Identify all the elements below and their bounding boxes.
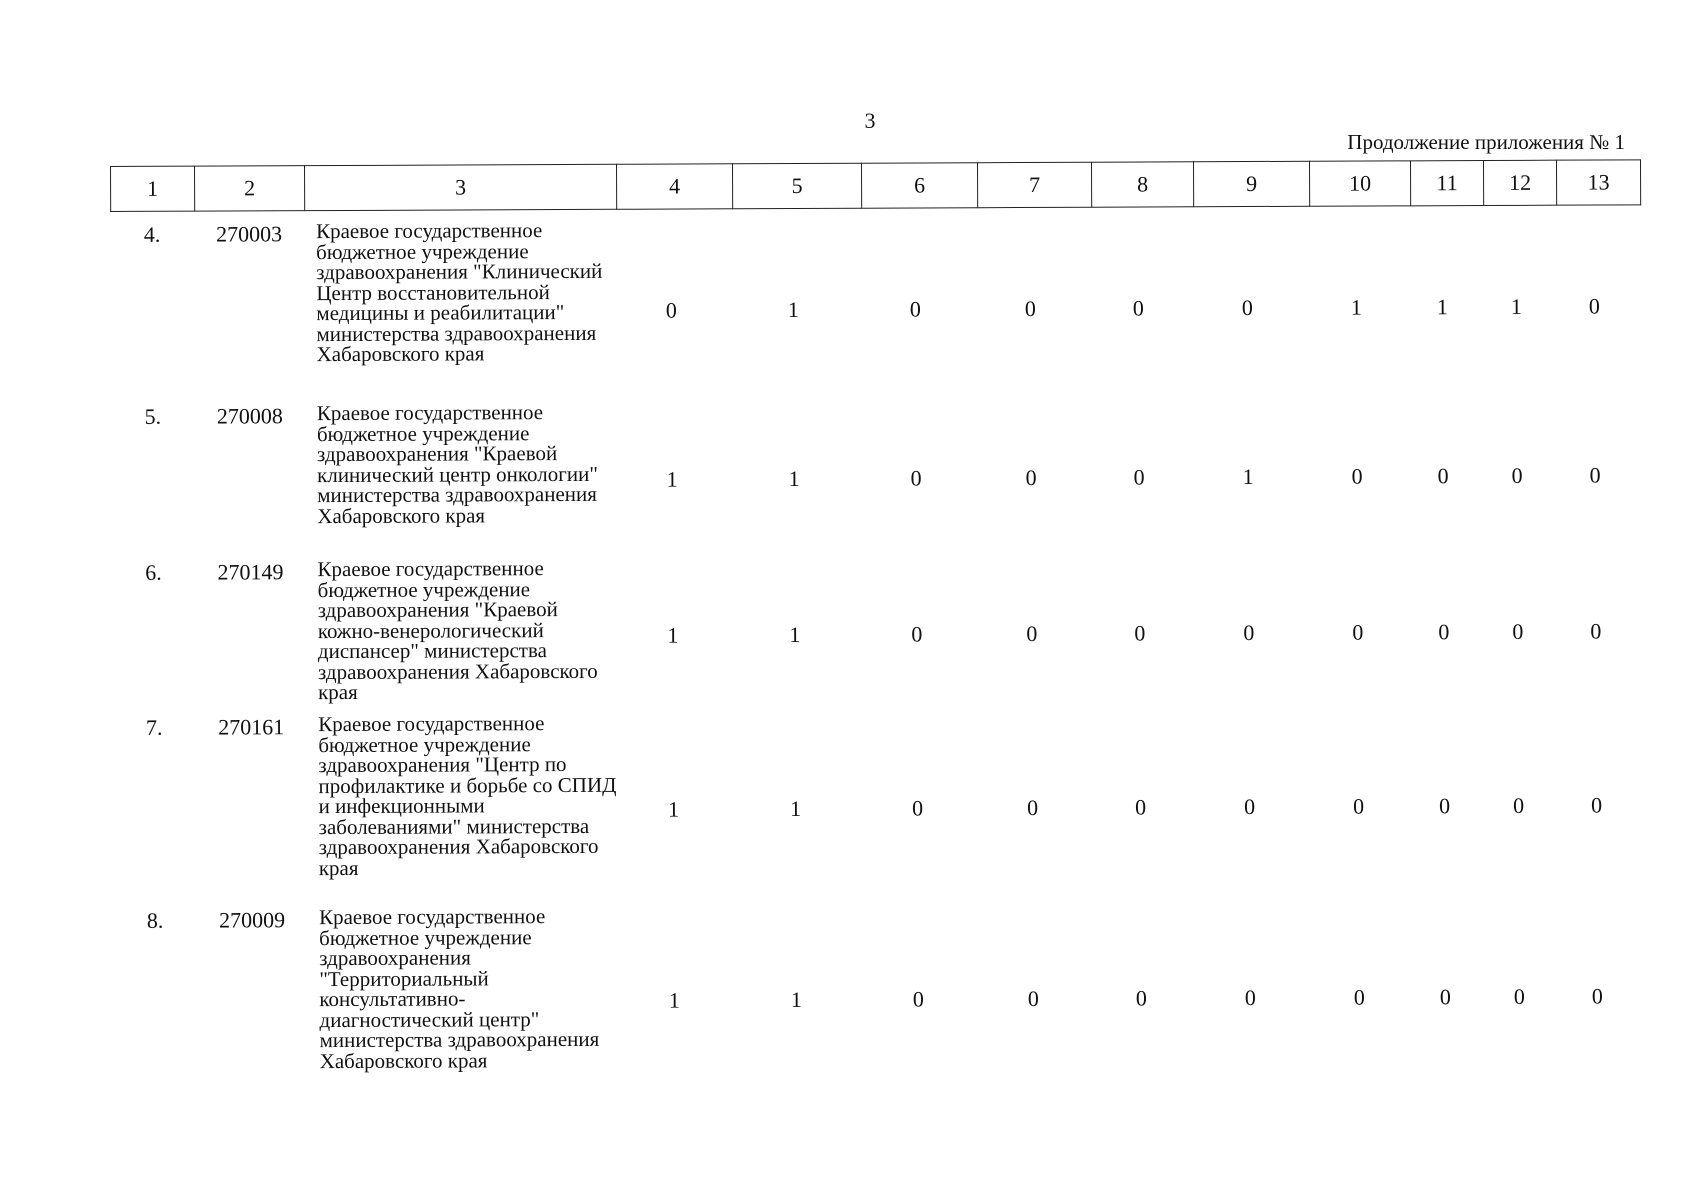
- value-col-6: 0: [910, 465, 922, 491]
- institution-name: Краевое государственное бюджетное учреждение здравоохранения "Краевой клинический центр онкологии" министерства здравоохранения Хабаровского края: [316, 400, 598, 528]
- value-col-9: 1: [1242, 464, 1254, 490]
- value-col-10: 0: [1351, 463, 1363, 489]
- header-col-1: 1: [111, 166, 195, 211]
- value-col-13: 0: [1591, 983, 1603, 1009]
- institution-name: Краевое государственное бюджетное учреждение здравоохранения "Территориальный консультативно-диагностический центр" министерства здравоохранения Хабаровского края: [318, 904, 600, 1073]
- value-col-13: 0: [1588, 293, 1600, 319]
- value-col-7: 0: [1025, 464, 1037, 491]
- value-col-12: 1: [1510, 293, 1522, 319]
- value-col-10: 0: [1353, 984, 1365, 1010]
- value-col-10: 0: [1352, 619, 1364, 645]
- value-col-7: 0: [1024, 295, 1036, 322]
- value-col-6: 0: [912, 794, 924, 821]
- value-col-12: 0: [1513, 792, 1525, 818]
- column-number-header: [110, 159, 1641, 212]
- row-number: 7.: [145, 714, 163, 740]
- value-col-11: 0: [1438, 618, 1450, 644]
- value-col-13: 0: [1589, 462, 1601, 488]
- value-col-7: 0: [1027, 794, 1039, 820]
- value-col-11: 0: [1439, 792, 1451, 818]
- value-col-9: 0: [1243, 619, 1255, 645]
- row-number: 8.: [146, 907, 164, 933]
- header-col-2: 2: [195, 166, 305, 211]
- value-col-5: 1: [787, 296, 799, 323]
- institution-code: 270161: [218, 714, 285, 740]
- value-col-9: 0: [1241, 295, 1253, 321]
- value-col-11: 0: [1439, 984, 1451, 1010]
- value-col-8: 0: [1132, 295, 1144, 321]
- institution-code: 270149: [217, 559, 284, 585]
- page-number: 3: [864, 108, 876, 133]
- value-col-12: 0: [1511, 462, 1523, 488]
- value-col-4: 1: [668, 987, 680, 1013]
- institution-code: 270008: [216, 403, 283, 429]
- header-col-4: 4: [616, 164, 732, 210]
- value-col-6: 0: [912, 986, 924, 1012]
- value-col-6: 0: [909, 296, 921, 322]
- value-col-5: 1: [789, 621, 801, 647]
- value-col-9: 0: [1244, 985, 1256, 1011]
- header-col-8: 8: [1091, 162, 1193, 207]
- value-col-4: 1: [667, 622, 679, 648]
- value-col-4: 1: [666, 466, 678, 492]
- institution-name: Краевое государственное бюджетное учреждение здравоохранения "Краевой кожно-венерологический диспансер" министерства здравоохранения Хабаровского края: [317, 556, 598, 705]
- institution-code: 270009: [218, 907, 286, 933]
- value-col-12: 0: [1513, 983, 1525, 1009]
- header-col-6: 6: [861, 163, 977, 209]
- value-col-6: 0: [911, 620, 923, 647]
- table-row: [110, 215, 1641, 404]
- header-col-7: 7: [977, 162, 1091, 207]
- table-row: [112, 708, 1643, 908]
- value-col-11: 0: [1437, 463, 1449, 489]
- header-col-5: 5: [732, 163, 861, 209]
- header-col-9: 9: [1193, 161, 1309, 207]
- header-col-11: 11: [1410, 161, 1483, 206]
- institution-code: 270003: [215, 221, 283, 247]
- appendix-continuation-note: Продолжение приложения № 1: [1347, 130, 1625, 154]
- value-col-8: 0: [1135, 793, 1147, 820]
- value-col-5: 1: [788, 465, 800, 492]
- value-col-7: 0: [1026, 620, 1038, 646]
- row-number: 6.: [145, 559, 162, 585]
- value-col-10: 0: [1353, 793, 1365, 819]
- value-col-5: 1: [790, 986, 802, 1013]
- value-col-11: 1: [1436, 294, 1448, 320]
- header-col-13: 13: [1556, 160, 1640, 205]
- value-col-8: 0: [1133, 464, 1145, 490]
- row-number: 4.: [143, 221, 161, 247]
- value-col-10: 1: [1350, 294, 1362, 320]
- institution-name: Краевое государственное бюджетное учреждение здравоохранения "Клинический Центр восстановительной медицины и реабилитации" министерства здравоохранения Хабаровского края: [315, 218, 603, 367]
- value-col-8: 0: [1135, 985, 1147, 1011]
- header-col-3: 3: [305, 164, 617, 210]
- value-col-9: 0: [1244, 793, 1256, 819]
- value-col-4: 0: [665, 297, 677, 323]
- value-col-13: 0: [1590, 617, 1602, 644]
- value-col-7: 0: [1027, 985, 1039, 1012]
- table-row: [111, 553, 1642, 715]
- table-row: [111, 397, 1642, 560]
- value-col-13: 0: [1591, 791, 1603, 818]
- value-col-8: 0: [1134, 619, 1146, 646]
- header-col-10: 10: [1309, 161, 1410, 206]
- value-col-5: 1: [790, 795, 802, 821]
- value-col-12: 0: [1512, 618, 1524, 644]
- row-number: 5.: [144, 403, 162, 429]
- institution-name: Краевое государственное бюджетное учреждение здравоохранения "Центр по профилактике и борьбе со СПИД и инфекционными заболеваниями" министерства здравоохранения Хабаровского края: [318, 711, 617, 880]
- institution-rows: [110, 215, 1644, 1098]
- header-col-12: 12: [1483, 160, 1556, 205]
- table-row: [113, 901, 1644, 1098]
- value-col-4: 1: [668, 796, 680, 822]
